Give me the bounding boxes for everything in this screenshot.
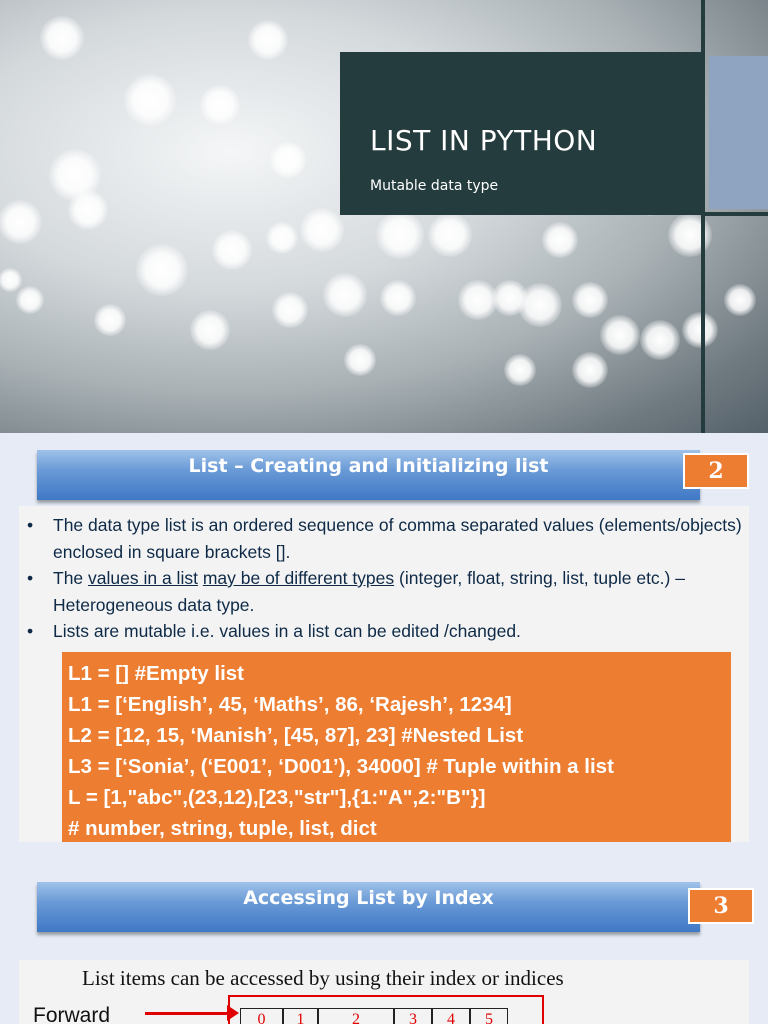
bokeh-light (640, 320, 680, 360)
bokeh-light (136, 244, 188, 296)
underlined-text: may be of different types (202, 568, 395, 588)
decorative-blue-block (709, 56, 768, 209)
forward-label: Forward (33, 1004, 111, 1024)
decorative-horizontal-line (705, 212, 768, 216)
index-cells (240, 1008, 508, 1024)
bokeh-light (16, 286, 44, 314)
underlined-text: values in a list (88, 568, 198, 588)
bokeh-light (344, 344, 376, 376)
slide-heading-bar (37, 450, 700, 500)
code-line: L1 = [] #Empty list (68, 662, 245, 685)
slide-accessing-list (0, 866, 768, 1024)
bokeh-light (428, 213, 472, 257)
slide-number-badge (683, 453, 749, 489)
bokeh-light (40, 16, 84, 60)
forward-arrow-shaft (145, 1012, 233, 1015)
index-description: List items can be accessed by using their index or indices (82, 966, 564, 990)
code-example-box (62, 652, 731, 842)
bokeh-light (200, 85, 240, 125)
bokeh-light (94, 304, 126, 336)
bokeh-light (68, 190, 108, 230)
bokeh-light (600, 315, 640, 355)
slide-subtitle: Mutable data type (370, 178, 499, 194)
bokeh-light (0, 268, 22, 292)
bokeh-light (190, 310, 230, 350)
slide-heading-bar (37, 882, 700, 932)
slide-number-badge (688, 888, 754, 924)
code-line: L1 = [‘English’, 45, ‘Maths’, 86, ‘Rajesh’, 1234] (68, 693, 512, 716)
bokeh-light (682, 312, 718, 348)
slide-creating-list (0, 433, 768, 866)
index-cell: 2 (318, 1008, 394, 1024)
bokeh-light (376, 211, 424, 259)
code-line: L2 = [12, 15, ‘Manish’, [45, 87], 23] #Nested List (68, 724, 524, 747)
bokeh-light (272, 292, 308, 328)
bokeh-light (724, 284, 756, 316)
content-panel (19, 506, 749, 842)
bokeh-light (542, 222, 578, 258)
bullet-item (27, 512, 749, 565)
bullet-icon: • (27, 621, 34, 641)
code-line: L3 = [‘Sonia’, (‘E001’, ‘D001’), 34000] # Tuple within a list (68, 755, 614, 778)
bokeh-light (572, 282, 608, 318)
index-cell: 4 (432, 1008, 470, 1024)
index-cell: 1 (283, 1008, 318, 1024)
slide-heading: Accessing List by Index (243, 887, 494, 909)
content-panel (19, 960, 749, 1024)
index-cell: 5 (470, 1008, 508, 1024)
bullet-item (27, 565, 749, 618)
bokeh-light (212, 230, 252, 270)
title-slide (0, 0, 768, 433)
bullet-icon: • (27, 515, 34, 535)
bullet-text: The data type list is an ordered sequence of comma separated values (elements/objects) enclosed in square brackets []. (53, 515, 742, 562)
bokeh-light (504, 354, 536, 386)
bokeh-light (323, 273, 367, 317)
code-line: L = [1,"abc",(23,12),[23,"str"],{1:"A",2:"B"}] (68, 786, 486, 809)
code-line: # number, string, tuple, list, dict (68, 817, 377, 840)
title-box (340, 52, 704, 215)
bullet-text: (integer, float, string, list, tuple etc.) – Heterogeneous data type. (53, 568, 685, 615)
bokeh-light (266, 222, 298, 254)
index-cell: 0 (240, 1008, 283, 1024)
slide-heading: List – Creating and Initializing list (188, 455, 549, 477)
index-cell: 3 (394, 1008, 432, 1024)
bokeh-light (124, 74, 176, 126)
bokeh-light (300, 208, 344, 252)
bokeh-light (248, 20, 288, 60)
bullet-icon: • (27, 568, 34, 588)
bokeh-light (572, 352, 608, 388)
bullet-text: The (53, 568, 89, 588)
slide-number: 2 (708, 458, 724, 484)
bokeh-light (518, 283, 562, 327)
bokeh-light (380, 280, 416, 316)
bokeh-light (668, 213, 712, 257)
bokeh-light (270, 142, 306, 178)
bullet-list (27, 512, 749, 645)
bullet-text: Lists are mutable i.e. values in a list can be edited /changed. (53, 621, 521, 641)
bullet-item (27, 618, 749, 645)
slide-title: LIST IN PYTHON (370, 124, 598, 157)
bokeh-light (0, 200, 42, 244)
slide-number: 3 (713, 893, 729, 919)
